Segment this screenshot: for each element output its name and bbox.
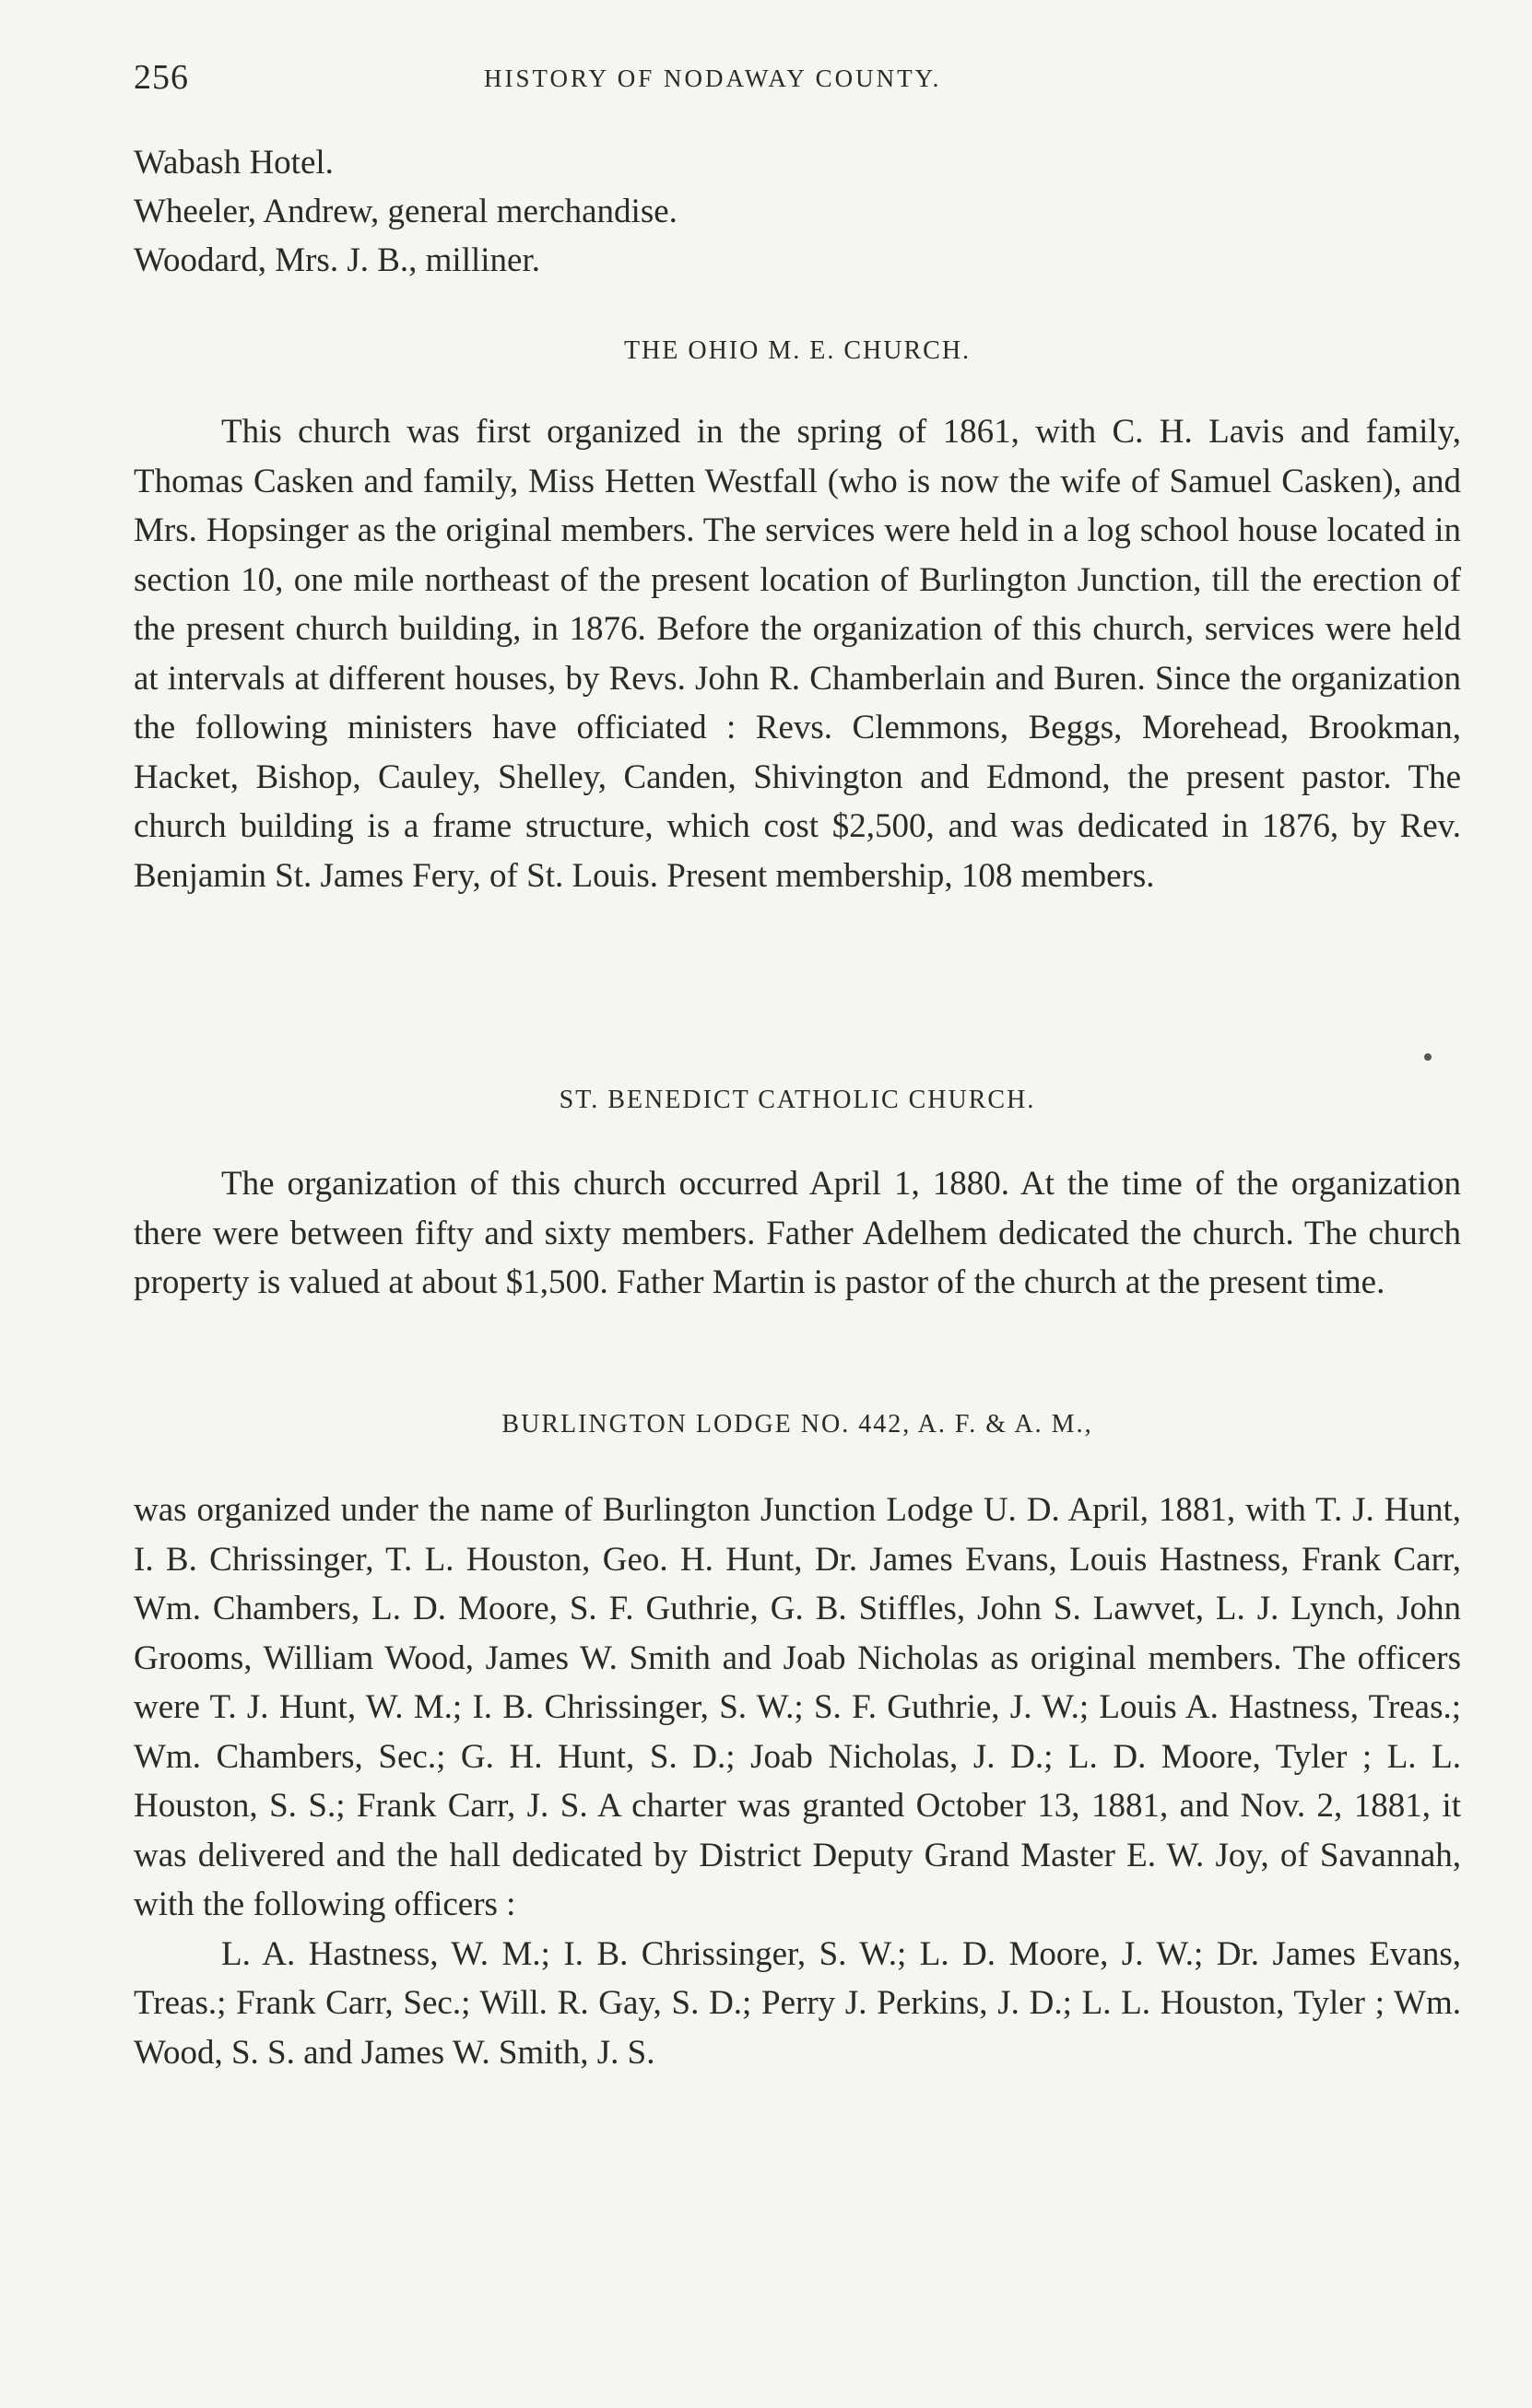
section-body xyxy=(134,1159,1461,1308)
section-heading: ST. BENEDICT CATHOLIC CHURCH. xyxy=(559,1086,1036,1114)
print-mark xyxy=(1424,1053,1432,1061)
section-body xyxy=(134,1486,1461,2077)
paragraph: This church was first organized in the spring of 1861, with C. H. Lavis and family, Thomas Casken and family, Miss Hetten Westfall (who is now the wife of Samuel Casken), and Mrs. Hopsinger as the original members. The services were held in a log school house located in section 10, one mile northeast of the present location of Burlington Junction, till the erection of the present church building, in 1876. Before the organization of this church, services were held at intervals at different houses, by Revs. John R. Chamberlain and Buren. Since the organization the following ministers have officiated : Revs. Clemmons, Beggs, Morehead, Brookman, Hacket, Bishop, Cauley, Shelley, Canden, Shivington and Edmond, the present pastor. The church building is a frame structure, which cost $2,500, and was dedicated in 1876, by Rev. Benjamin St. James Fery, of St. Louis. Present membership, 108 members. xyxy=(134,413,1461,895)
paragraph: was organized under the name of Burlington Junction Lodge U. D. April, 1881, with T. J. Hunt, I. B. Chrissinger, T. L. Houston, Geo. H. Hunt, Dr. James Evans, Louis Hastness, Frank Carr, Wm. Chambers, L. D. Moore, S. F. Guthrie, G. B. Stiffles, John S. Lawvet, L. J. Lynch, John Grooms, William Wood, James W. Smith and Joab Nicholas as original members. The officers were T. J. Hunt, W. M.; I. B. Chrissinger, S. W.; S. F. Guthrie, J. W.; Louis A. Hastness, Treas.; Wm. Chambers, Sec.; G. H. Hunt, S. D.; Joab Nicholas, J. D.; L. D. Moore, Tyler ; L. L. Houston, S. S.; Frank Carr, J. S. A charter was granted October 13, 1881, and Nov. 2, 1881, it was delivered and the hall dedicated by District Deputy Grand Master E. W. Joy, of Savannah, with the following officers : xyxy=(134,1491,1461,1923)
paragraph: L. A. Hastness, W. M.; I. B. Chrissinger, S. W.; L. D. Moore, J. W.; Dr. James Evans, Treas.; Frank Carr, Sec.; Will. R. Gay, S. D.; Perry J. Perkins, J. D.; L. L. Houston, Tyler ; Wm. Wood, S. S. and James W. Smith, J. S. xyxy=(134,1934,1461,2072)
page-number: 256 xyxy=(134,58,189,97)
list-item: Wheeler, Andrew, general merchandise. xyxy=(134,193,678,230)
section-heading: BURLINGTON LODGE NO. 442, A. F. & A. M., xyxy=(501,1410,1093,1439)
paragraph: The organization of this church occurred April 1, 1880. At the time of the organization there were between fifty and sixty members. Father Adelhem dedicated the church. The church property is valued at about $1,500. Father Martin is pastor of the church at the present time. xyxy=(134,1165,1461,1301)
section-heading: THE OHIO M. E. CHURCH. xyxy=(623,336,972,365)
list-item: Woodard, Mrs. J. B., milliner. xyxy=(134,241,541,279)
running-header xyxy=(134,57,1129,112)
business-list xyxy=(134,138,1461,285)
list-item: Wabash Hotel. xyxy=(134,144,334,182)
section-body xyxy=(134,407,1461,900)
running-title: HISTORY OF NODAWAY COUNTY. xyxy=(484,65,942,92)
